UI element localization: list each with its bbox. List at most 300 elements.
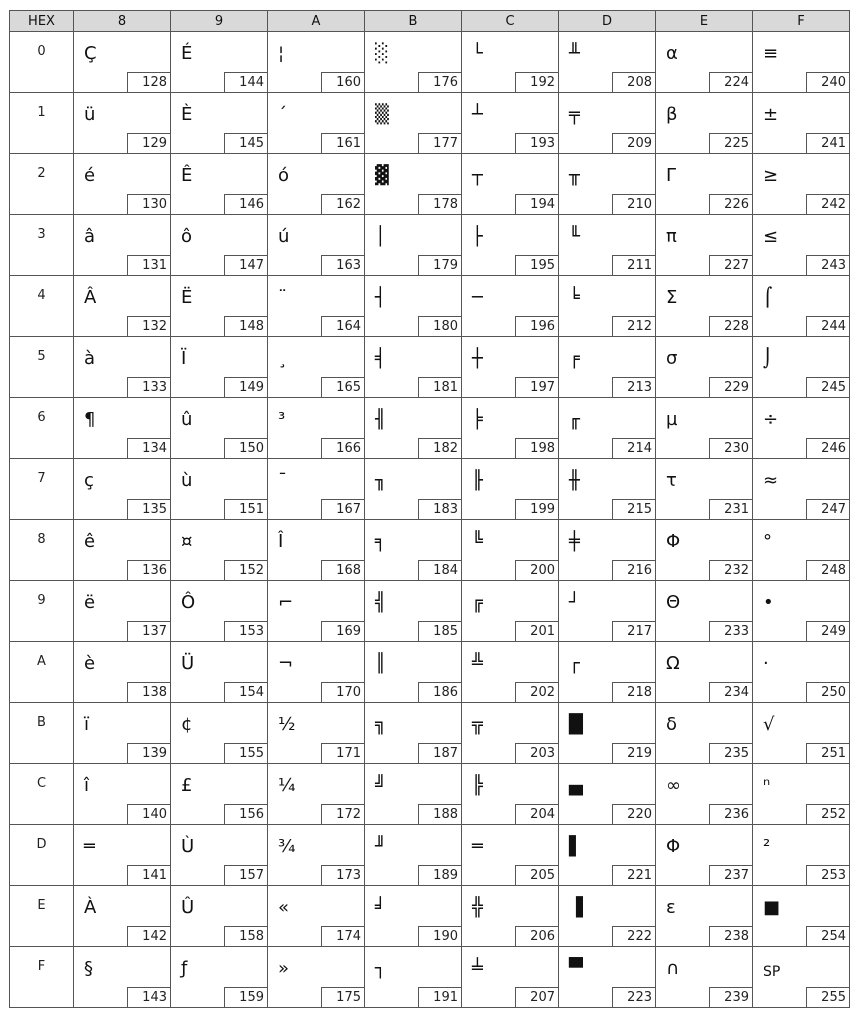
char-cell: [268, 276, 365, 337]
char-cell: [365, 764, 462, 825]
char-glyph: ¤: [181, 531, 193, 552]
char-cell: [559, 703, 656, 764]
row-hex-cell: [10, 947, 74, 1008]
char-glyph: ┬: [472, 165, 483, 186]
decimal-code: 168: [321, 560, 364, 580]
char-glyph: ╙: [569, 226, 580, 247]
char-cell: [365, 947, 462, 1008]
char-glyph: ÷: [763, 409, 779, 430]
char-cell: [462, 581, 559, 642]
char-glyph: ╟: [472, 470, 483, 491]
decimal-code: 228: [709, 316, 752, 336]
decimal-code: 246: [806, 438, 849, 458]
char-cell: [462, 886, 559, 947]
decimal-code: 224: [709, 72, 752, 92]
char-cell: [462, 459, 559, 520]
decimal-code: 149: [224, 377, 267, 397]
char-cell: [656, 520, 753, 581]
decimal-code: 195: [515, 255, 558, 275]
char-cell: [268, 520, 365, 581]
table-row: [10, 520, 850, 581]
char-glyph: ≥: [763, 165, 779, 186]
row-hex-cell: [10, 337, 74, 398]
decimal-code: 138: [127, 682, 170, 702]
char-glyph: τ: [666, 470, 677, 491]
char-cell: [365, 398, 462, 459]
char-cell: [74, 642, 171, 703]
decimal-code: 128: [127, 72, 170, 92]
char-cell: [753, 703, 850, 764]
char-glyph: ╣: [375, 592, 386, 613]
char-cell: [268, 459, 365, 520]
char-glyph: ╦: [472, 714, 483, 735]
decimal-code: 142: [127, 926, 170, 946]
char-cell: [74, 459, 171, 520]
decimal-code: 229: [709, 377, 752, 397]
decimal-code: 200: [515, 560, 558, 580]
char-glyph: ┤: [375, 287, 386, 308]
char-glyph: ±: [763, 104, 779, 125]
decimal-code: 207: [515, 987, 558, 1007]
char-cell: [656, 886, 753, 947]
decimal-code: 129: [127, 133, 170, 153]
char-cell: [365, 459, 462, 520]
decimal-code: 189: [418, 865, 461, 885]
table-row: [10, 886, 850, 947]
char-cell: [171, 276, 268, 337]
char-glyph: ê: [84, 531, 96, 552]
char-glyph: ·: [763, 653, 769, 674]
char-glyph: È: [181, 104, 193, 125]
decimal-code: 184: [418, 560, 461, 580]
char-glyph: ü: [84, 104, 96, 125]
char-glyph: ë: [84, 592, 96, 613]
decimal-code: 188: [418, 804, 461, 824]
char-cell: [74, 154, 171, 215]
char-glyph: π: [666, 226, 677, 247]
char-glyph: À: [84, 897, 97, 918]
char-cell: [365, 93, 462, 154]
char-cell: [74, 215, 171, 276]
char-glyph: █: [569, 714, 583, 735]
char-glyph: ¯: [278, 470, 287, 491]
char-cell: [462, 337, 559, 398]
decimal-code: 251: [806, 743, 849, 763]
char-cell: [753, 459, 850, 520]
row-hex-cell: [10, 154, 74, 215]
char-glyph: ó: [278, 165, 290, 186]
char-glyph: ¶: [84, 409, 96, 430]
decimal-code: 235: [709, 743, 752, 763]
column-header-8: 8: [74, 11, 171, 32]
char-glyph: ╜: [375, 836, 386, 857]
char-cell: [74, 337, 171, 398]
char-cell: [753, 154, 850, 215]
table-row: [10, 825, 850, 886]
decimal-code: 133: [127, 377, 170, 397]
char-cell: [74, 520, 171, 581]
decimal-code: 131: [127, 255, 170, 275]
char-cell: [74, 703, 171, 764]
decimal-code: 135: [127, 499, 170, 519]
decimal-code: 147: [224, 255, 267, 275]
char-cell: [74, 764, 171, 825]
decimal-code: 249: [806, 621, 849, 641]
char-cell: [365, 337, 462, 398]
char-glyph: ═: [472, 836, 483, 857]
char-cell: [462, 703, 559, 764]
char-cell: [171, 154, 268, 215]
decimal-code: 167: [321, 499, 364, 519]
decimal-code: 136: [127, 560, 170, 580]
char-glyph: α: [666, 43, 678, 64]
char-cell: [753, 886, 850, 947]
decimal-code: 238: [709, 926, 752, 946]
char-cell: [559, 32, 656, 93]
decimal-code: 214: [612, 438, 655, 458]
row-hex-label: 7: [37, 471, 46, 486]
char-cell: [74, 93, 171, 154]
character-code-table: [9, 10, 850, 1008]
decimal-code: 190: [418, 926, 461, 946]
decimal-code: 163: [321, 255, 364, 275]
decimal-code: 248: [806, 560, 849, 580]
char-cell: [656, 764, 753, 825]
decimal-code: 210: [612, 194, 655, 214]
column-header-9: 9: [171, 11, 268, 32]
char-glyph: ≤: [763, 226, 779, 247]
char-glyph: │: [375, 226, 386, 247]
char-cell: [656, 398, 753, 459]
char-cell: [171, 459, 268, 520]
char-glyph: └: [472, 43, 483, 64]
table-row: [10, 398, 850, 459]
char-glyph: Ç: [84, 43, 97, 64]
decimal-code: 150: [224, 438, 267, 458]
row-hex-label: 8: [37, 532, 46, 547]
char-glyph: Ù: [181, 836, 195, 857]
table-row: [10, 154, 850, 215]
char-cell: [171, 337, 268, 398]
char-cell: [74, 947, 171, 1008]
char-glyph: ║: [375, 653, 386, 674]
char-glyph: î: [84, 775, 90, 796]
row-hex-cell: [10, 32, 74, 93]
row-hex-cell: [10, 459, 74, 520]
decimal-code: 156: [224, 804, 267, 824]
decimal-code: 177: [418, 133, 461, 153]
decimal-code: 243: [806, 255, 849, 275]
decimal-code: 173: [321, 865, 364, 885]
decimal-code: 175: [321, 987, 364, 1007]
char-glyph: ε: [666, 897, 676, 918]
char-glyph: SP: [763, 964, 781, 980]
char-cell: [753, 642, 850, 703]
decimal-code: 185: [418, 621, 461, 641]
char-glyph: ╘: [569, 287, 580, 308]
char-glyph: ░: [375, 43, 389, 64]
row-hex-label: 9: [37, 593, 46, 608]
char-glyph: ├: [472, 226, 483, 247]
decimal-code: 222: [612, 926, 655, 946]
char-cell: [268, 215, 365, 276]
char-glyph: ³: [278, 409, 286, 430]
char-cell: [656, 337, 753, 398]
char-cell: [559, 825, 656, 886]
char-cell: [656, 581, 753, 642]
char-glyph: ╝: [375, 775, 386, 796]
char-glyph: ╧: [472, 958, 483, 979]
char-glyph: Ô: [181, 592, 196, 613]
char-cell: [268, 764, 365, 825]
char-glyph: ¸: [278, 348, 287, 369]
char-cell: [171, 825, 268, 886]
char-cell: [171, 703, 268, 764]
decimal-code: 242: [806, 194, 849, 214]
decimal-code: 134: [127, 438, 170, 458]
char-cell: [753, 215, 850, 276]
char-cell: [753, 398, 850, 459]
column-header-d: D: [559, 11, 656, 32]
char-cell: [559, 215, 656, 276]
decimal-code: 182: [418, 438, 461, 458]
char-cell: [171, 886, 268, 947]
char-cell: [656, 703, 753, 764]
table-row: [10, 581, 850, 642]
decimal-code: 186: [418, 682, 461, 702]
row-hex-label: E: [37, 898, 46, 913]
char-cell: [753, 32, 850, 93]
decimal-code: 160: [321, 72, 364, 92]
char-cell: [559, 886, 656, 947]
char-cell: [559, 947, 656, 1008]
char-glyph: ╥: [569, 165, 580, 186]
decimal-code: 215: [612, 499, 655, 519]
char-glyph: ╠: [472, 775, 483, 796]
char-cell: [74, 886, 171, 947]
decimal-code: 158: [224, 926, 267, 946]
decimal-code: 197: [515, 377, 558, 397]
char-glyph: ╫: [569, 470, 580, 491]
char-cell: [656, 276, 753, 337]
decimal-code: 130: [127, 194, 170, 214]
char-glyph: ▐: [569, 897, 583, 918]
decimal-code: 244: [806, 316, 849, 336]
char-glyph: ¢: [181, 714, 193, 735]
decimal-code: 161: [321, 133, 364, 153]
char-cell: [753, 947, 850, 1008]
decimal-code: 245: [806, 377, 849, 397]
char-cell: [365, 886, 462, 947]
char-glyph: ╒: [569, 348, 580, 369]
char-cell: [462, 93, 559, 154]
decimal-code: 194: [515, 194, 558, 214]
column-header-e: E: [656, 11, 753, 32]
char-glyph: Θ: [666, 592, 681, 613]
char-cell: [268, 32, 365, 93]
decimal-code: 219: [612, 743, 655, 763]
decimal-code: 140: [127, 804, 170, 824]
char-glyph: ▒: [375, 104, 389, 125]
row-hex-label: 0: [37, 44, 46, 59]
table-row: [10, 32, 850, 93]
row-hex-label: 5: [37, 349, 46, 364]
column-header-a: A: [268, 11, 365, 32]
char-cell: [365, 703, 462, 764]
decimal-code: 198: [515, 438, 558, 458]
char-cell: [268, 886, 365, 947]
decimal-code: 216: [612, 560, 655, 580]
decimal-code: 227: [709, 255, 752, 275]
char-cell: [559, 398, 656, 459]
decimal-code: 164: [321, 316, 364, 336]
decimal-code: 172: [321, 804, 364, 824]
char-cell: [268, 337, 365, 398]
char-glyph: ƒ: [181, 958, 188, 979]
decimal-code: 183: [418, 499, 461, 519]
char-cell: [171, 642, 268, 703]
char-glyph: ╤: [569, 104, 580, 125]
decimal-code: 139: [127, 743, 170, 763]
char-glyph: Â: [84, 287, 97, 308]
char-cell: [462, 642, 559, 703]
char-cell: [753, 581, 850, 642]
char-cell: [171, 581, 268, 642]
decimal-code: 209: [612, 133, 655, 153]
column-header-f: F: [753, 11, 850, 32]
table-row: [10, 459, 850, 520]
table-row: [10, 215, 850, 276]
decimal-code: 137: [127, 621, 170, 641]
char-glyph: ╢: [375, 409, 386, 430]
char-glyph: »: [278, 958, 290, 979]
char-glyph: ▓: [375, 165, 389, 186]
char-glyph: ç: [84, 470, 94, 491]
table-row: [10, 276, 850, 337]
char-cell: [753, 520, 850, 581]
char-cell: [365, 154, 462, 215]
decimal-code: 166: [321, 438, 364, 458]
row-hex-cell: [10, 215, 74, 276]
decimal-code: 196: [515, 316, 558, 336]
decimal-code: 226: [709, 194, 752, 214]
char-cell: [365, 276, 462, 337]
hex-corner-header: HEX: [10, 11, 74, 32]
decimal-code: 239: [709, 987, 752, 1007]
char-glyph: ▄: [569, 775, 583, 796]
table-row: [10, 947, 850, 1008]
char-glyph: Ï: [181, 348, 187, 369]
decimal-code: 255: [806, 987, 849, 1007]
decimal-code: 217: [612, 621, 655, 641]
char-glyph: É: [181, 43, 193, 64]
char-glyph: β: [666, 104, 678, 125]
decimal-code: 230: [709, 438, 752, 458]
char-cell: [656, 642, 753, 703]
char-glyph: ⌐: [278, 592, 294, 613]
row-hex-label: 2: [37, 166, 46, 181]
char-cell: [268, 703, 365, 764]
char-cell: [559, 520, 656, 581]
char-cell: [171, 93, 268, 154]
char-cell: [365, 642, 462, 703]
char-glyph: Ê: [181, 165, 193, 186]
decimal-code: 174: [321, 926, 364, 946]
decimal-code: 191: [418, 987, 461, 1007]
decimal-code: 192: [515, 72, 558, 92]
decimal-code: 180: [418, 316, 461, 336]
char-cell: [656, 154, 753, 215]
row-hex-label: C: [36, 776, 47, 791]
char-glyph: â: [84, 226, 96, 247]
row-hex-label: F: [37, 959, 46, 974]
char-cell: [268, 398, 365, 459]
decimal-code: 143: [127, 987, 170, 1007]
char-glyph: ╕: [375, 531, 386, 552]
decimal-code: 208: [612, 72, 655, 92]
char-cell: [268, 825, 365, 886]
row-hex-cell: [10, 886, 74, 947]
decimal-code: 220: [612, 804, 655, 824]
decimal-code: 171: [321, 743, 364, 763]
char-glyph: ▌: [569, 836, 583, 857]
char-cell: [462, 215, 559, 276]
char-glyph: √: [763, 714, 775, 735]
decimal-code: 236: [709, 804, 752, 824]
row-hex-cell: [10, 93, 74, 154]
char-glyph: ⁿ: [763, 775, 771, 796]
char-glyph: Ω: [666, 653, 680, 674]
char-cell: [462, 825, 559, 886]
char-cell: [268, 93, 365, 154]
char-cell: [74, 32, 171, 93]
decimal-code: 211: [612, 255, 655, 275]
char-glyph: ╪: [569, 531, 580, 552]
decimal-code: 165: [321, 377, 364, 397]
char-cell: [559, 581, 656, 642]
char-glyph: ╬: [472, 897, 483, 918]
char-cell: [171, 32, 268, 93]
decimal-code: 187: [418, 743, 461, 763]
row-hex-cell: [10, 276, 74, 337]
char-glyph: ≈: [763, 470, 779, 491]
char-glyph: ■: [763, 897, 781, 918]
row-hex-cell: [10, 520, 74, 581]
char-glyph: Γ: [666, 165, 677, 186]
column-header-c: C: [462, 11, 559, 32]
char-glyph: Φ: [666, 836, 681, 857]
char-cell: [462, 32, 559, 93]
char-glyph: ï: [84, 714, 90, 735]
decimal-code: 253: [806, 865, 849, 885]
decimal-code: 232: [709, 560, 752, 580]
row-hex-label: A: [37, 654, 46, 669]
table-row: [10, 93, 850, 154]
decimal-code: 223: [612, 987, 655, 1007]
char-glyph: ⌡: [763, 348, 773, 369]
decimal-code: 205: [515, 865, 558, 885]
table-row: [10, 764, 850, 825]
decimal-code: 240: [806, 72, 849, 92]
row-hex-cell: [10, 764, 74, 825]
char-cell: [74, 276, 171, 337]
row-hex-label: 6: [37, 410, 46, 425]
char-cell: [462, 154, 559, 215]
char-glyph: ╡: [375, 348, 386, 369]
char-cell: [656, 93, 753, 154]
char-glyph: ô: [181, 226, 193, 247]
char-cell: [365, 32, 462, 93]
